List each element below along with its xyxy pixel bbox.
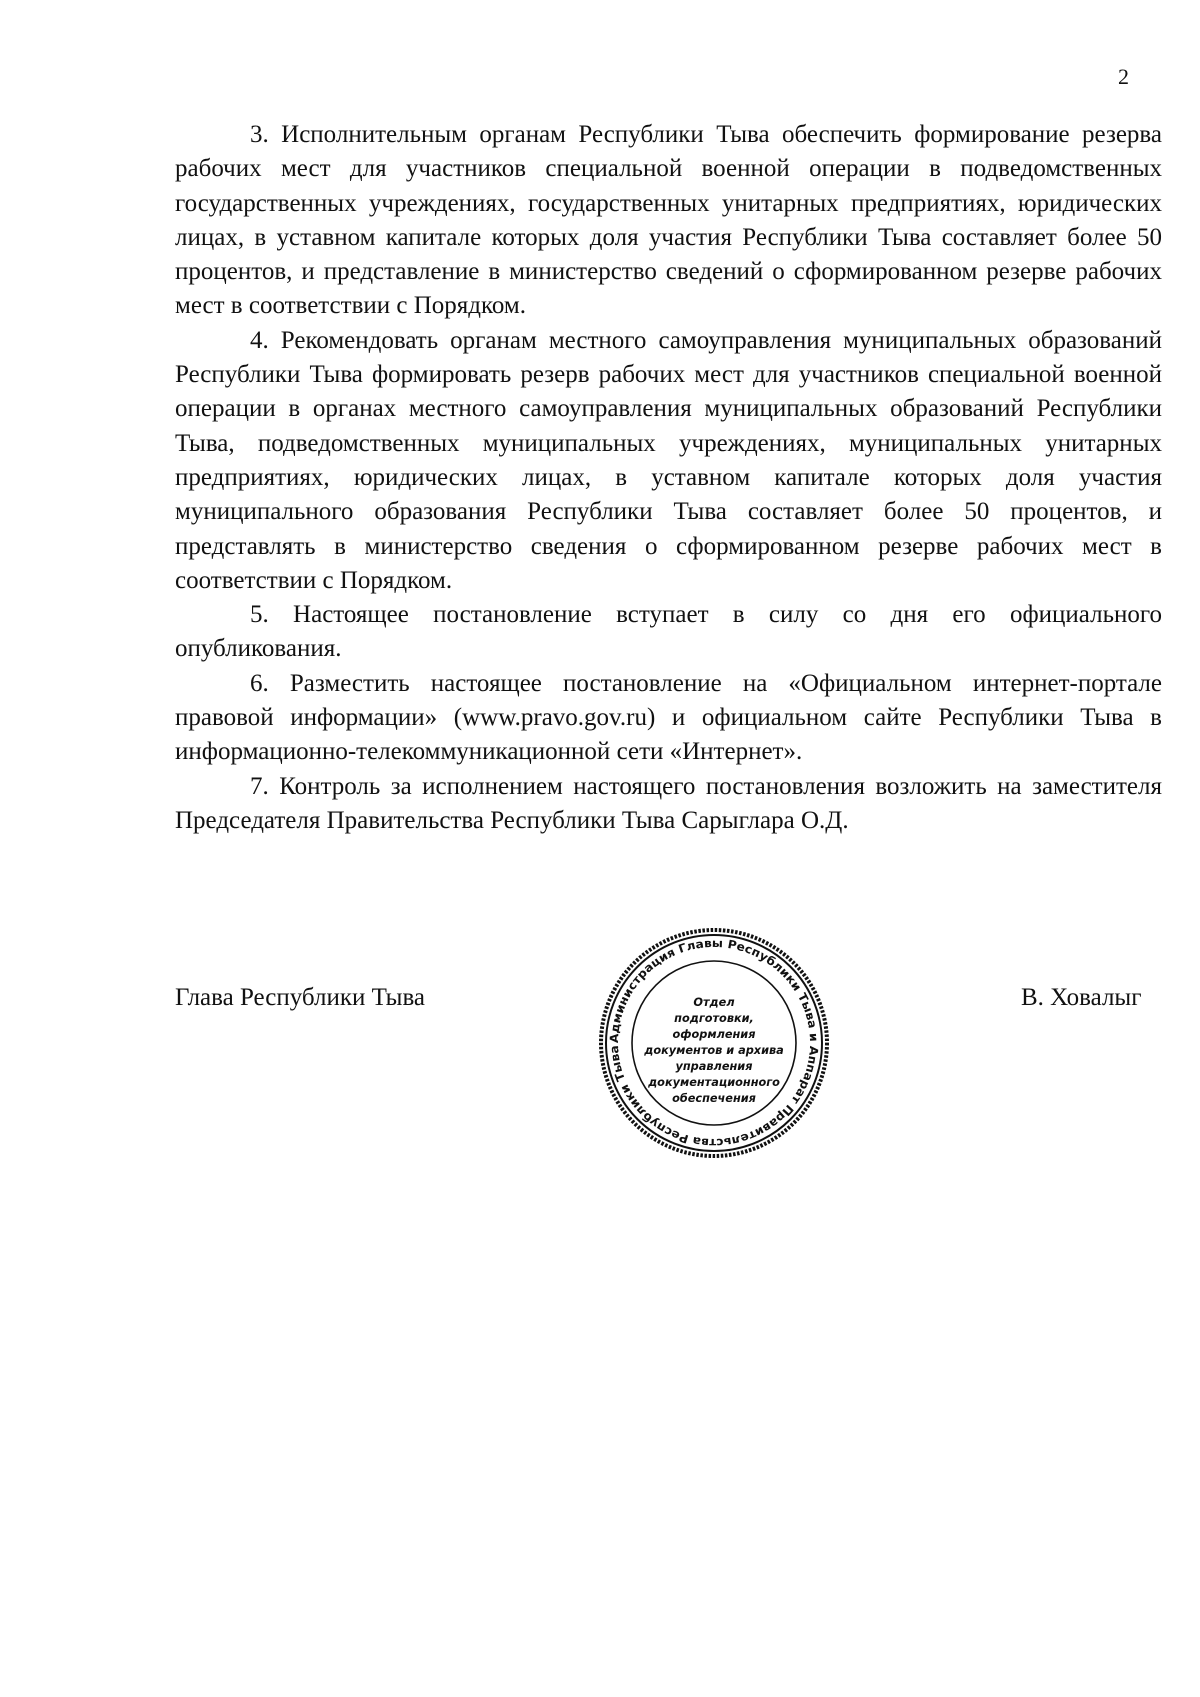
document-body bbox=[175, 118, 1162, 838]
seal-line-4: документов и архива bbox=[644, 1044, 784, 1057]
seal-line-7: обеспечения bbox=[672, 1092, 756, 1105]
seal-line-1: Отдел bbox=[693, 996, 735, 1009]
signatory-name: В. Ховалыг bbox=[1021, 984, 1142, 1011]
seal-line-5: управления bbox=[675, 1060, 753, 1073]
seal-line-2: подготовки, bbox=[674, 1012, 754, 1025]
seal-line-6: документационного bbox=[648, 1076, 780, 1089]
paragraph-3: 3. Исполнительным органам Республики Тыва обеспечить формирование резерва рабочих мест для участников специальной военной операции в подведомственных государственных учреждениях, государственных унитарных предприятиях, юридических лицах, в уставном капитале которых доля участия Республики Тыва составляет более 50 процентов, и представление в министерство сведений о сформированном резерве рабочих мест в соответствии с Порядком. bbox=[175, 121, 1162, 320]
paragraph-7: 7. Контроль за исполнением настоящего постановления возложить на заместителя Председателя Правительства Республики Тыва Сарыглара О.Д. bbox=[175, 772, 1162, 834]
paragraph-5: 5. Настоящее постановление вступает в силу со дня его официального опубликования. bbox=[175, 601, 1162, 663]
page-number: 2 bbox=[1118, 64, 1129, 89]
paragraph-6: 6. Разместить настоящее постановление на «Официальном интернет-портале правовой информации» (www.pravo.gov.ru) и официальном сайте Республики Тыва в информационно-телекоммуникационной сети «Интернет». bbox=[175, 669, 1162, 766]
seal-ring-text: Администрация Главы Республики Тыва и Аппарат Правительства Республики Тыва bbox=[606, 935, 822, 1151]
seal-outer-ring bbox=[601, 930, 827, 1156]
seal-line-3: оформления bbox=[672, 1028, 756, 1041]
signatory-position: Глава Республики Тыва bbox=[175, 984, 426, 1011]
official-seal bbox=[597, 926, 831, 1160]
paragraph-4: 4. Рекомендовать органам местного самоуправления муниципальных образований Республики Тыва формировать резерв рабочих мест для участников специальной военной операции в органах местного самоуправления муниципальных образований Республики Тыва, подведомственных муниципальных учреждениях, муниципальных унитарных предприятиях, юридических лицах, в уставном капитале которых доля участия муниципального образования Республики Тыва составляет более 50 процентов, и представлять в министерство сведения о сформированном резерве рабочих мест в соответствии с Порядком. bbox=[175, 326, 1162, 594]
